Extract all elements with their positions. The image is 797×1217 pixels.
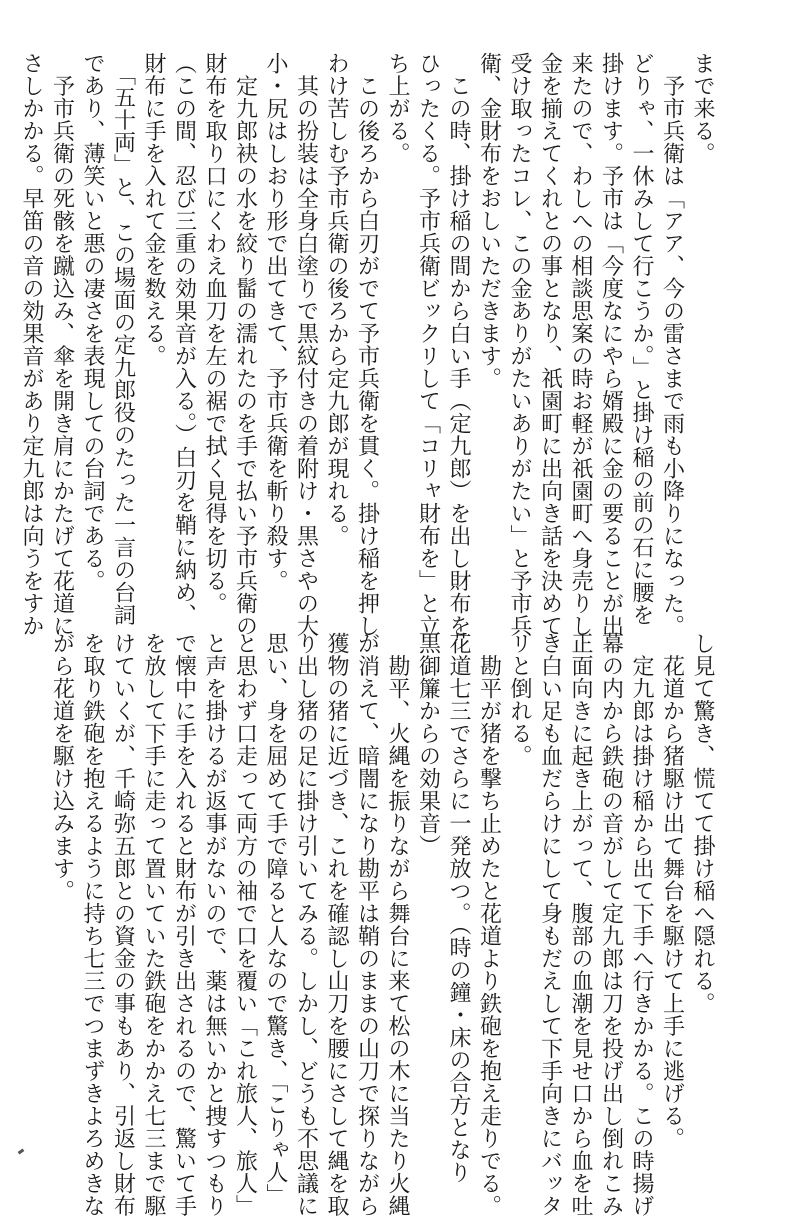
text-line: 予市兵衛の死骸を蹴込み、傘を開き肩にかたげて花道に <box>49 52 75 637</box>
text-line: （この間、忍び三重の効果音が入る。）白刃を鞘に納め、 <box>171 52 197 626</box>
text-line: が消えて、暗闇になり勘平は鞘のままの山刀で探りながら <box>354 632 380 1217</box>
text-line: 獲物の猪に近づき、これを確認し山刀を腰にさして縄を取 <box>324 632 349 1217</box>
text-line: き白い足も血だらけにして身もだえして下手向きにバッタ <box>537 632 563 1217</box>
text-line: 予市兵衛は「アア、今の雷さまで雨も小降りになった。 <box>659 52 685 637</box>
text-line: し見て驚き、慌てて掛け稲へ隠れる。 <box>690 632 715 1015</box>
text-line: 小・尻はしおり形で出てきて、予市兵衛を斬り殺す。 <box>263 52 288 592</box>
text-line: けていくが、千崎弥五郎との資金の事もあり、引返し財布 <box>110 632 136 1217</box>
text-line: この時、掛け稲の間から白い手（定九郎）を出し財布を <box>446 52 471 637</box>
text-line: 勘平が猪を撃ち止めたと花道より鉄砲を抱え走りでる。 <box>476 632 502 1217</box>
text-line: 「五十両」と、この場面の定九郎役のたった一言の台詞 <box>110 52 136 626</box>
text-line: を取り鉄砲を抱えるように持ち七三でつまずきよろめきな <box>80 632 105 1217</box>
text-line: と声を掛けるが返事がないので、薬は無いかと捜すつもり <box>202 632 227 1217</box>
text-line: 金を揃えてくれとの事となり、祇園町に出向き話を決めて <box>537 52 563 637</box>
text-line: 財布に手を入れて金を数える。 <box>141 52 166 367</box>
text-line: 財布を取り口にくわえ血刀を左の裾で拭く見得を切る。 <box>202 52 227 615</box>
scan-speck <box>18 1149 25 1155</box>
text-line: であり、薄笑いと悪の凄さを表現しての台詞である。 <box>80 52 105 592</box>
text-line: ち上がる。 <box>385 52 410 165</box>
text-line: 勘平、火縄を振りながら舞台に来て松の木に当たり火縄 <box>385 632 410 1217</box>
text-line: 花道七三でさらに一発放つ。（時の鐘・床の合方となり <box>446 632 471 1184</box>
text-line: 幕の内から鉄砲の音がして定九郎は刀を投げ出し倒れこみ <box>598 632 624 1217</box>
text-line: 定九郎は掛け稲から出て下手へ行きかかる。この時揚げ <box>629 632 654 1217</box>
text-line: で懐中に手を入れると財布が引き出されるので、驚いて手 <box>171 632 197 1217</box>
text-line: り出し猪の足に掛け引いてみる。しかし、どうも不思議に <box>293 632 319 1217</box>
text-line: リと倒れる。 <box>507 632 532 767</box>
text-line: この後ろから白刃がでて予市兵衛を貫く。掛け稲を押し <box>354 52 380 637</box>
text-line: 掛けます。予市は「今度なにやら婿殿に金の要ることが出 <box>598 52 624 637</box>
text-line: 思い、身を屈めて手で障ると人なので驚き、「こりゃ人」 <box>263 632 288 1206</box>
text-line: を放して下手に走って置いていた鉄砲をかかえ七三まで駆 <box>141 632 166 1217</box>
text-block-bottom <box>49 632 717 1217</box>
text-line: がら花道を駆け込みます。 <box>49 632 75 902</box>
text-line: まで来る。 <box>690 52 715 165</box>
text-line: と思わず口走って両方の袖で口を覆い「これ旅人、旅人」 <box>232 632 258 1217</box>
text-block-top <box>19 52 717 637</box>
text-line: どりゃ、一休みして行こうか。」と掛け稲の前の石に腰を <box>629 52 654 626</box>
text-line: 其の扮装は全身白塗りで黒紋付きの着附け・黒さやの大 <box>293 52 319 637</box>
text-line: 定九郎袂の水を絞り髷の濡れたのを手で払い予市兵衛の <box>232 52 258 637</box>
text-line: ひったくる。予市兵衛ビックリして「コリャ財布を」と立 <box>415 52 441 637</box>
text-line: 正面向きに起き上がって、腹部の血潮を見せ口から血を吐 <box>568 632 593 1217</box>
text-line: 受け取ったコレ、この金ありがたいありがたい」と予市兵 <box>507 52 532 637</box>
text-line: 花道から猪駆け出て舞台を駆けて上手に逃げる。 <box>659 632 685 1150</box>
text-line: さしかかる。早笛の音の効果音があり定九郎は向うをすか <box>19 52 44 637</box>
text-line: 黒御簾からの効果音） <box>415 632 441 857</box>
text-line: 来たので、わしへの相談思案の時お軽が祇園町へ身売りし <box>568 52 593 637</box>
text-line: わけ苦しむ予市兵衛の後ろから定九郎が現れる。 <box>324 52 349 547</box>
text-line: 衛、金財布をおしいただきます。 <box>476 52 502 390</box>
